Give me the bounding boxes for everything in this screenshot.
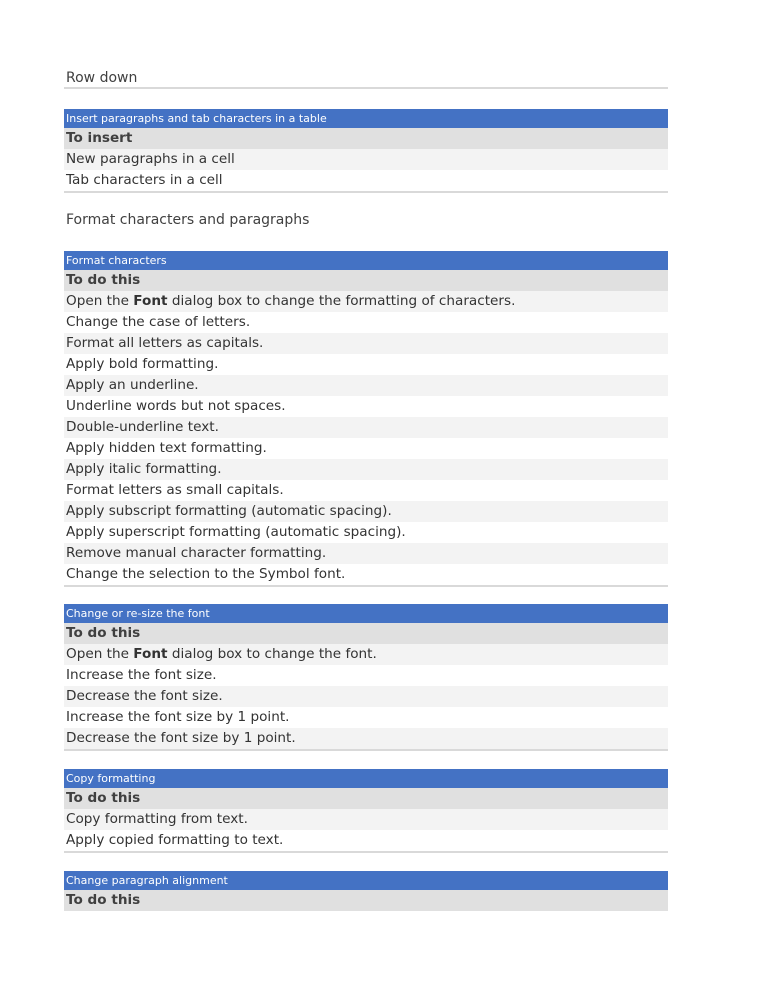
row-text: Apply copied formatting to text. <box>64 830 668 852</box>
table-row <box>64 644 668 665</box>
row-text: Apply subscript formatting (automatic spacing). <box>64 501 668 522</box>
column-header: To do this <box>64 788 668 809</box>
column-header: To insert <box>64 128 668 149</box>
table-row <box>64 333 668 354</box>
row-bold-text: Font <box>133 293 168 309</box>
table-row <box>64 354 668 375</box>
row-text: Increase the font size. <box>64 665 668 686</box>
row-text: Double-underline text. <box>64 417 668 438</box>
table-row <box>64 543 668 564</box>
row-text: Apply bold formatting. <box>64 354 668 375</box>
table-row <box>64 170 668 192</box>
table-row <box>64 809 668 830</box>
table-row <box>64 312 668 333</box>
table-row <box>64 686 668 707</box>
table-row <box>64 707 668 728</box>
column-header: To do this <box>64 890 668 911</box>
row-text: Apply italic formatting. <box>64 459 668 480</box>
row-text: Format all letters as capitals. <box>64 333 668 354</box>
table-row <box>64 522 668 543</box>
table-row <box>64 564 668 586</box>
row-text: dialog box to change the font. <box>167 646 377 662</box>
table-title: Format characters <box>64 251 668 270</box>
row-text: Decrease the font size. <box>64 686 668 707</box>
row-text: Format letters as small capitals. <box>64 480 668 501</box>
table-row <box>64 501 668 522</box>
table-title: Copy formatting <box>64 769 668 788</box>
previous-table-last-row: Row down <box>64 68 668 89</box>
row-bold-text: Font <box>133 646 168 662</box>
table-title: Change paragraph alignment <box>64 871 668 890</box>
row-text: Decrease the font size by 1 point. <box>64 728 668 750</box>
table-row <box>64 830 668 852</box>
table-copy-formatting <box>64 769 668 853</box>
row-text: Open the <box>66 646 134 662</box>
table-row <box>64 665 668 686</box>
row-text: dialog box to change the formatting of characters. <box>167 293 516 309</box>
row-text: Remove manual character formatting. <box>64 543 668 564</box>
table-row <box>64 375 668 396</box>
table-title: Insert paragraphs and tab characters in a table <box>64 109 668 128</box>
table-row <box>64 480 668 501</box>
table-row <box>64 291 668 312</box>
row-text: Apply superscript formatting (automatic spacing). <box>64 522 668 543</box>
table-row <box>64 149 668 170</box>
section-heading: Format characters and paragraphs <box>66 212 310 228</box>
row-text: Apply hidden text formatting. <box>64 438 668 459</box>
row-text: Tab characters in a cell <box>66 172 223 188</box>
row-text: New paragraphs in a cell <box>66 151 235 167</box>
column-header: To do this <box>64 623 668 644</box>
table-row <box>64 396 668 417</box>
row-text: Open the <box>66 293 134 309</box>
row-text: Copy formatting from text. <box>64 809 668 830</box>
table-format-characters <box>64 251 668 587</box>
table-title: Change or re-size the font <box>64 604 668 623</box>
table-row <box>64 728 668 750</box>
row-text: Change the case of letters. <box>64 312 668 333</box>
row-text: Change the selection to the Symbol font. <box>64 564 668 586</box>
table-row <box>64 459 668 480</box>
row-text: Apply an underline. <box>64 375 668 396</box>
table-row <box>64 417 668 438</box>
table-change-resize-font <box>64 604 668 751</box>
row-text: Underline words but not spaces. <box>64 396 668 417</box>
table-row <box>64 438 668 459</box>
row-text: Increase the font size by 1 point. <box>64 707 668 728</box>
table-paragraph-alignment <box>64 871 668 911</box>
table-insert-paragraphs-tabs <box>64 109 668 193</box>
column-header: To do this <box>64 270 668 291</box>
